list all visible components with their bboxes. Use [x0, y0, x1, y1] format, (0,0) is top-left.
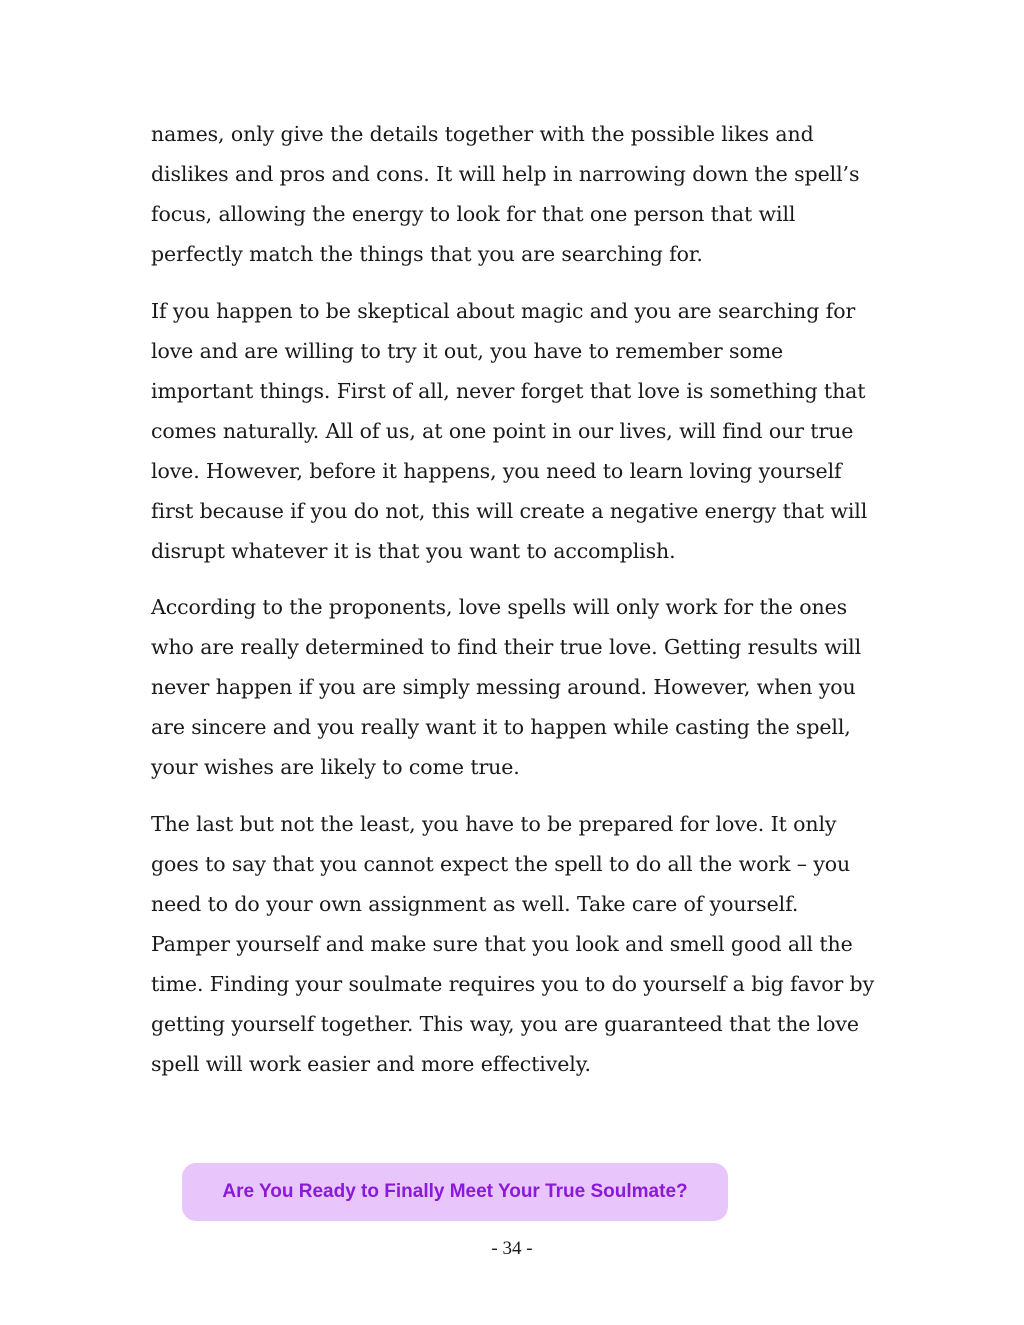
soulmate-cta-link[interactable] — [182, 1163, 728, 1221]
paragraph-2: If you happen to be skeptical about magic and you are searching for love and are willing to try it out, you have to remember some important things. First of all, never forget that love is something that comes naturally. All of us, at one point in our lives, will find our true love. However, before it happens, you need to learn loving yourself first because if you do not, this will create a negative energy that will disrupt whatever it is that you want to accomplish. — [151, 298, 868, 563]
page-number: - 34 - — [491, 1238, 533, 1259]
body-text — [151, 114, 881, 1100]
paragraph-3: According to the proponents, love spells will only work for the ones who are really determined to find their true love. Getting results will never happen if you are simply messing around. However, when you are sincere and you really want it to happen while casting the spell, your wishes are likely to come true. — [151, 595, 862, 779]
paragraph-1: names, only give the details together with the possible likes and dislikes and pros and cons. It will help in narrowing down the spell’s focus, allowing the energy to look for that one person that will perfectly match the things that you are searching for. — [151, 122, 860, 266]
paragraph-4: The last but not the least, you have to be prepared for love. It only goes to say that you cannot expect the spell to do all the work – you need to do your own assignment as well. Take care of yourself. Pamper yourself and make sure that you look and smell good all the time. Finding your soulmate requires you to do yourself a big favor by getting yourself together. This way, you are guaranteed that the love spell will work easier and more effectively. — [151, 811, 875, 1076]
cta-label: Are You Ready to Finally Meet Your True Soulmate? — [222, 1181, 688, 1202]
